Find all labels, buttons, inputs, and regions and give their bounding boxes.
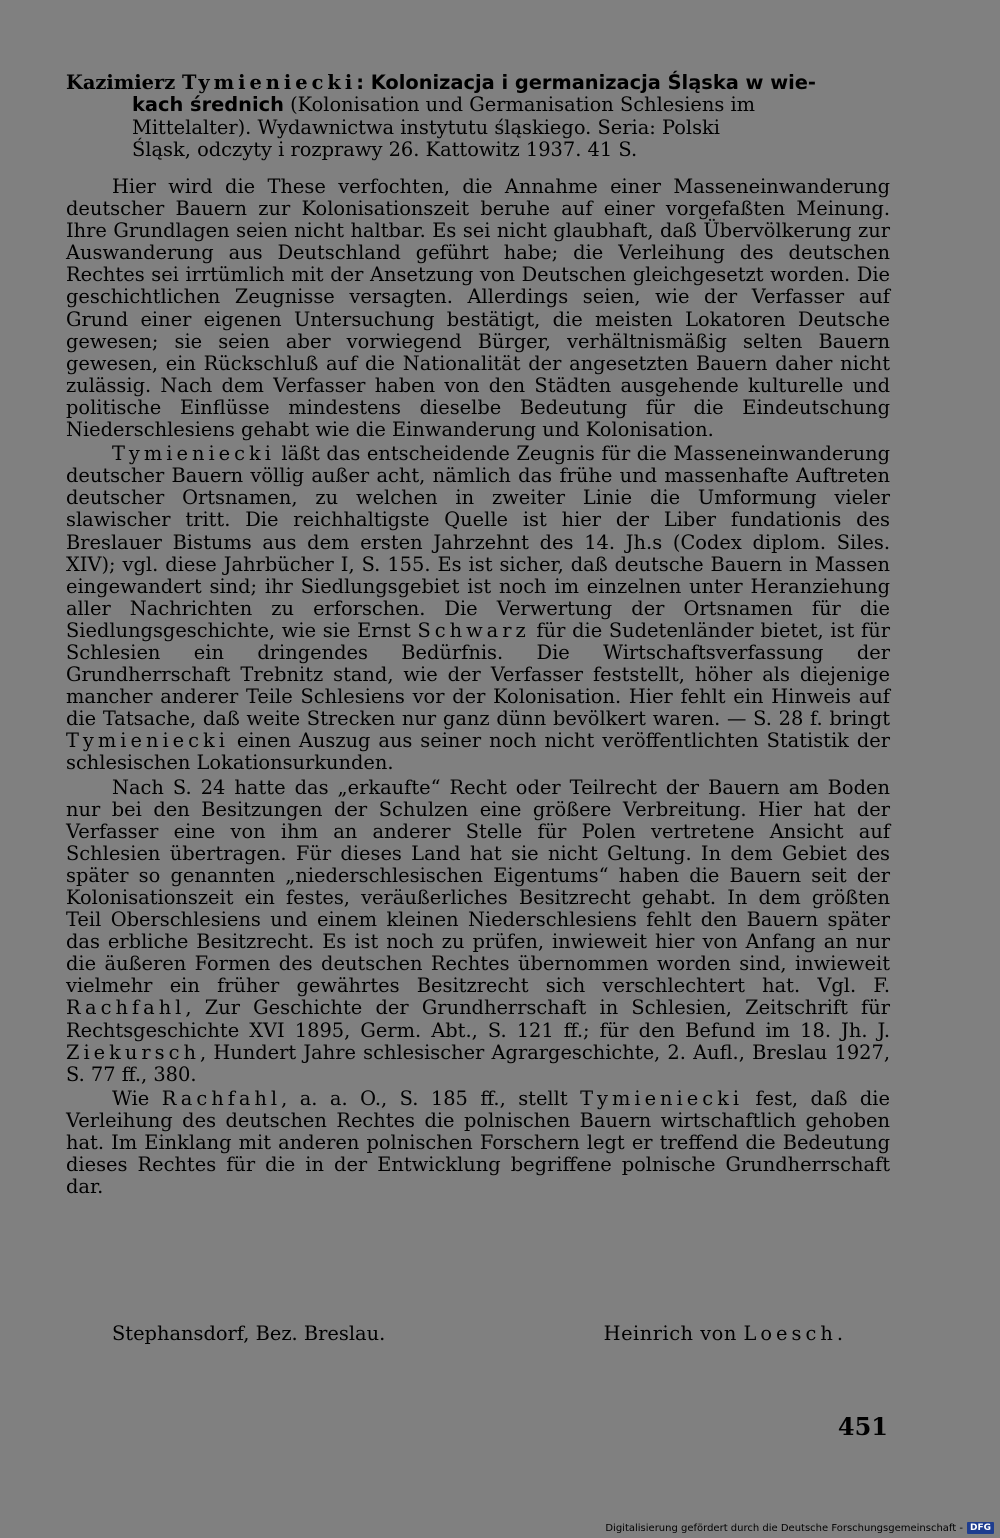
title-translation: (Kolonisation und Germanisation Schlesiens im (283, 93, 756, 117)
paragraph-2-text-a: läßt das entscheidende Zeugnis für die Masseneinwanderung deutscher Bauern völlig außer acht, nämlich das frühe und massenhafte Auftreten deutscher Ortsnamen, zu welchen in zweiter Linie die Umformung vieler slawischer tritt. Die reichhaltigste Quelle ist hier der Liber fundationis des Breslauer Bistums aus dem ersten Jahrzehnt des 14. Jh.s (Codex diplom. Siles. XIV); vgl. diese Jahrbücher I, S. 155. Es ist sicher, daß deutsche Bauern in Massen eingewandert sind; ihr Siedlungsgebiet ist noch im einzelnen unter Heranziehung aller Nachrichten zu erforschen. Die Verwertung der Ortsnamen für die Siedlungsgeschichte, wie sie Ernst (66, 442, 890, 642)
signature-place: Stephansdorf, Bez. Breslau. (112, 1322, 386, 1345)
digitization-footer (605, 1522, 994, 1534)
page-number: 451 (837, 1412, 888, 1441)
paragraph-3-text-b: , Zur Geschichte der Grundherrschaft in Schlesien, Zeitschrift für Rechtsgeschichte XVI 1895, Germ. Abt., S. 121 ff.; für den Befund im 18. Jh. J. (66, 996, 890, 1042)
spaced-name: Rachfahl (66, 996, 186, 1020)
paragraph-3 (66, 777, 890, 1086)
review-body (66, 176, 890, 1198)
reviewer-first: Heinrich von (603, 1322, 744, 1345)
spaced-name: Rachfahl (161, 1086, 282, 1110)
reviewer-last: Loesch. (743, 1322, 847, 1345)
review-bibliographic-header (66, 72, 890, 162)
header-line-3: Mittelalter). Wydawnictwa instytutu śląskiego. Seria: Polski (132, 115, 721, 139)
spaced-name: Tymieniecki (580, 1086, 744, 1110)
paragraph-2-text-b: für die Sudetenländer bietet, ist für Schlesien ein dringendes Bedürfnis. Die Wirtschaftsverfassung der Grundherrschaft Trebnitz stand, wie der Verfasser feststellt, höher als diejenige mancher anderer Teile Schlesiens vor der Kolonisation. Hier fehlt ein Hinweis auf die Tatsache, daß weite Strecken nur ganz dünn bevölkert waren. — S. 28 f. bringt (66, 618, 890, 731)
spaced-name: Tymieniecki (112, 442, 275, 466)
paragraph-3-text-a: Nach S. 24 hatte das „erkaufte“ Recht oder Teilrecht der Bauern am Boden nur bei den Besitzungen der Schulzen eine größere Verbreitung. Hier hat der Verfasser eine von ihm an anderer Stelle für Polen vertretene Ansicht auf Schlesien übertragen. Für dieses Land hat sie nicht Geltung. In dem Gebiet des später so genannten „niederschlesischen Eigentums“ haben die Bauern seit der Kolonisationszeit ein festes, veräußerliches Besitzrecht gehabt. In dem größten Teil Oberschlesiens und einem kleinen Niederschlesiens fehlt den Bauern später das erbliche Besitzrecht. Es ist noch zu prüfen, inwieweit hier von Anfang an nur die äußeren Formen des deutschen Rechtes übernommen worden sind, inwieweit vielmehr ein früher gewährtes Besitzrecht sich verschlechtert hat. Vgl. F. (66, 775, 890, 998)
spaced-name: Tymieniecki (66, 729, 229, 753)
paragraph-4 (66, 1088, 890, 1198)
author-first-name: Kazimierz (66, 71, 176, 94)
dfg-logo-icon: DFG (967, 1522, 994, 1534)
header-line-2 (66, 94, 890, 116)
signature-line (112, 1322, 847, 1346)
review-author (66, 71, 356, 94)
header-line-4: Śląsk, odczyty i rozprawy 26. Kattowitz 1937. 41 S. (132, 138, 638, 162)
paragraph-4-text-b: , a. a. O., S. 185 ff., stellt (281, 1086, 581, 1110)
paragraph-4-text-a: Wie (112, 1086, 162, 1110)
author-surname: Tymieniecki (182, 71, 357, 94)
footer-text: Digitalisierung gefördert durch die Deutsche Forschungsgemeinschaft - (605, 1522, 963, 1534)
reviewer-name (604, 1322, 847, 1346)
book-title-part1: : Kolonizacja i germanizacja Śląska w wie- (356, 71, 816, 94)
spaced-name: Ziekursch (66, 1040, 200, 1064)
spaced-name: Schwarz (417, 618, 530, 642)
paragraph-4-text-c: fest, daß die Verleihung des deutschen Rechtes die polnischen Bauern wirtschaftlich gehoben hat. Im Einklang mit anderen polnischen Forschern legt er treffend die Bedeutung dieses Rechtes für die in der Entwicklung begriffene polnische Grundherrschaft dar. (66, 1086, 890, 1199)
book-title-part2: kach średnich (132, 93, 284, 117)
paragraph-2-text-c: einen Auszug aus seiner noch nicht veröffentlichten Statistik der schlesischen Lokationsurkunden. (66, 729, 890, 775)
paragraph-2 (66, 443, 890, 774)
paragraph-3-text-c: , Hundert Jahre schlesischer Agrargeschichte, 2. Aufl., Breslau 1927, S. 77 ff., 380. (66, 1040, 890, 1086)
paragraph-1: Hier wird die These verfochten, die Annahme einer Masseneinwanderung deutscher Bauern zur Kolonisationszeit beruhe auf einer vorgefaßten Meinung. Ihre Grundlagen seien nicht haltbar. Es sei nicht glaubhaft, daß Übervölkerung zur Auswanderung aus Deutschland geführt habe; die Verleihung des deutschen Rechtes sei irrtümlich mit der Ansetzung von Deutschen gleichgesetzt worden. Die geschichtlichen Zeugnisse versagten. Allerdings seien, wie der Verfasser auf Grund einer eigenen Untersuchung bestätigt, die meisten Lokatoren Deutsche gewesen; sie seien aber vorwiegend Bürger, verhältnismäßig selten Bauern gewesen, ein Rückschluß auf die Nationalität der angesetzten Bauern daher nicht zulässig. Nach dem Verfasser haben von den Städten ausgehende kulturelle und politische Einflüsse mindestens dieselbe Bedeutung für die Eindeutschung Niederschlesiens gehabt wie die Einwanderung und Kolonisation. (66, 175, 890, 442)
